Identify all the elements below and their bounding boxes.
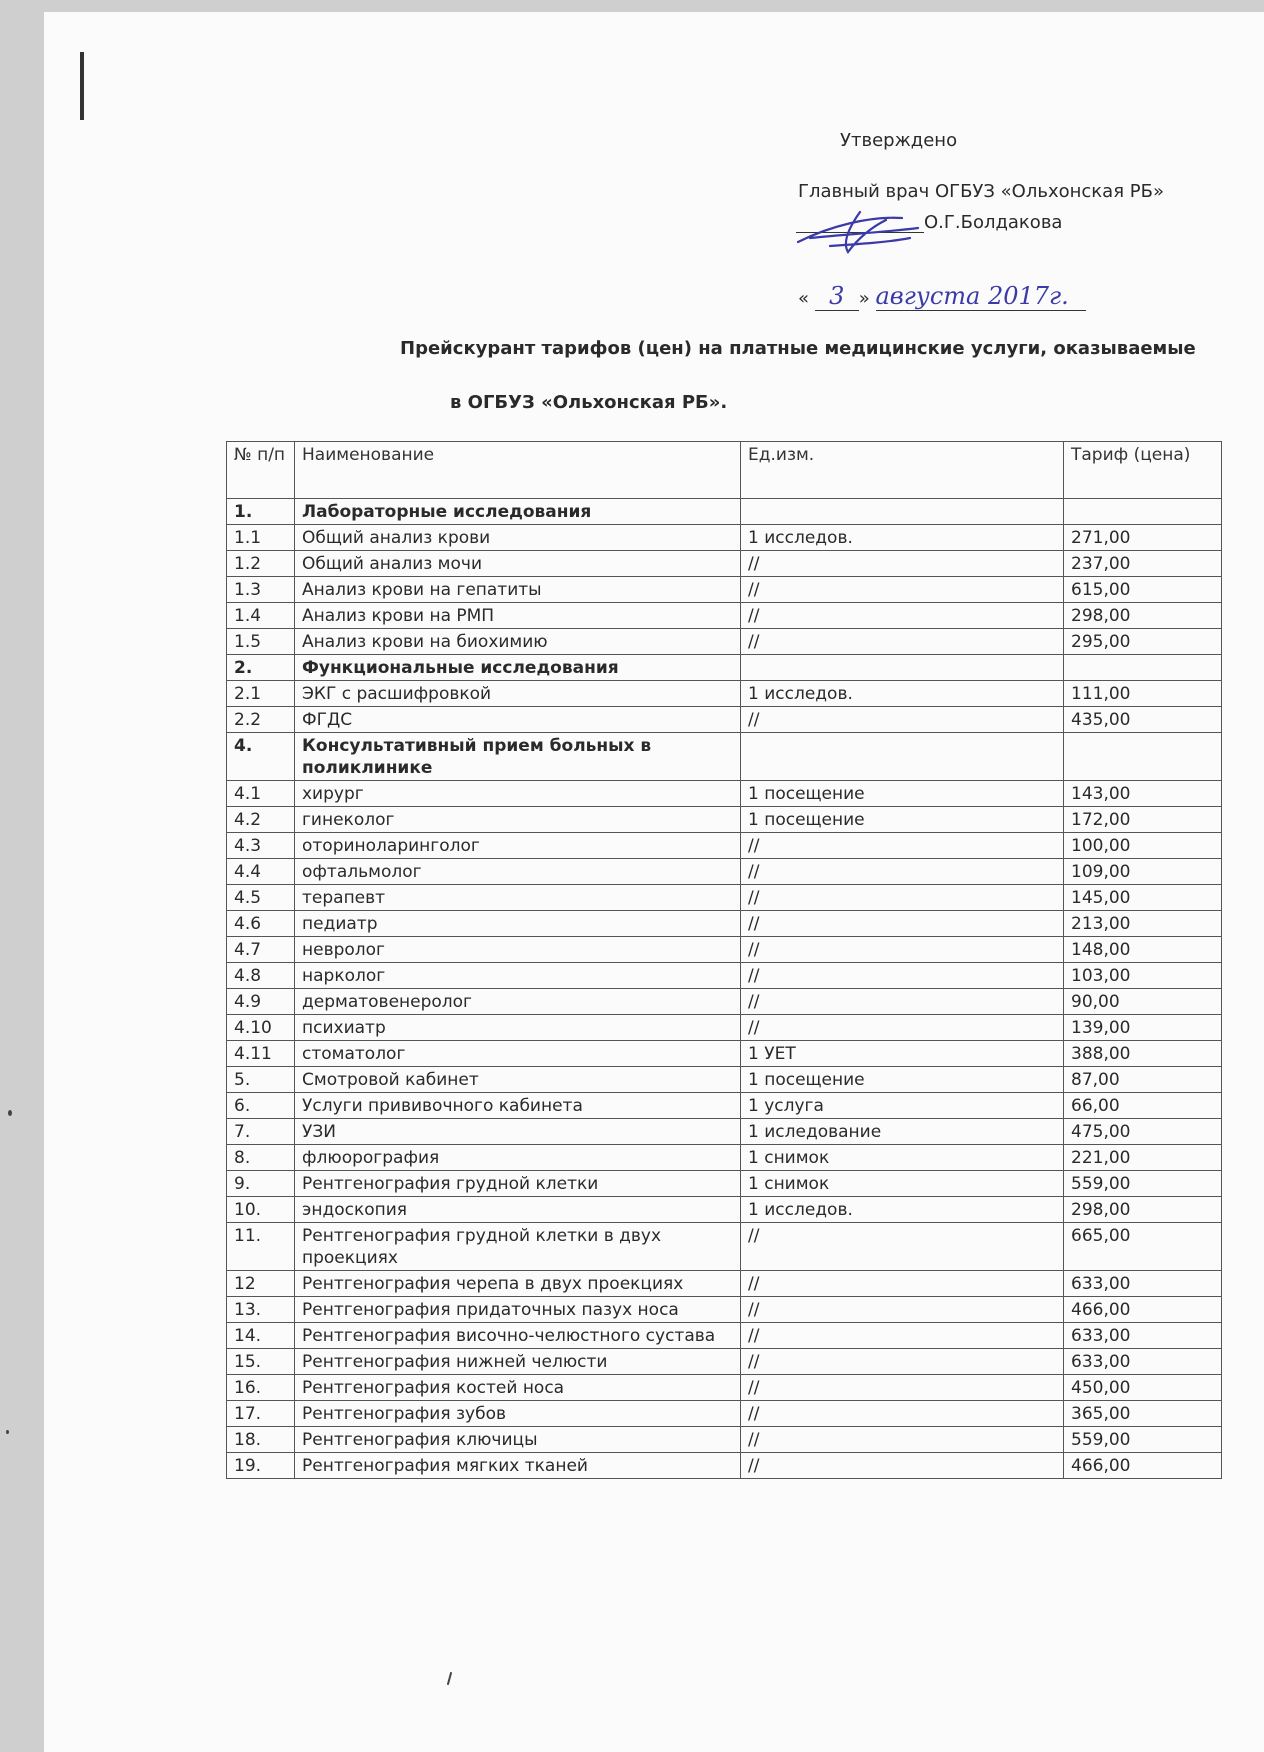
- handwritten-signature: [790, 208, 940, 260]
- row-unit: 1 УЕТ: [741, 1041, 1064, 1067]
- row-price: 615,00: [1064, 577, 1222, 603]
- row-number: 5.: [227, 1067, 295, 1093]
- row-number: 1.2: [227, 551, 295, 577]
- row-name: Рентгенография грудной клетки: [295, 1171, 741, 1197]
- table-row: [227, 1271, 1222, 1297]
- table-row: [227, 1323, 1222, 1349]
- row-name: Анализ крови на гепатиты: [295, 577, 741, 603]
- row-number: 1.1: [227, 525, 295, 551]
- table-row: [227, 577, 1222, 603]
- row-name: Рентгенография придаточных пазух носа: [295, 1297, 741, 1323]
- column-header-unit: Ед.изм.: [741, 442, 1064, 499]
- row-name: Анализ крови на биохимию: [295, 629, 741, 655]
- row-name: ФГДС: [295, 707, 741, 733]
- row-number: 17.: [227, 1401, 295, 1427]
- row-number: 4.5: [227, 885, 295, 911]
- date-close-quote: »: [858, 288, 870, 309]
- row-name: ЭКГ с расшифровкой: [295, 681, 741, 707]
- date-day-handwritten: 3: [815, 282, 859, 311]
- row-number: 4.10: [227, 1015, 295, 1041]
- row-number: 4.2: [227, 807, 295, 833]
- row-name: УЗИ: [295, 1119, 741, 1145]
- row-number: 1.: [227, 499, 295, 525]
- row-price: 475,00: [1064, 1119, 1222, 1145]
- table-row: [227, 1375, 1222, 1401]
- row-name: Общий анализ крови: [295, 525, 741, 551]
- row-name: Лабораторные исследования: [295, 499, 741, 525]
- row-number: 1.3: [227, 577, 295, 603]
- row-name: педиатр: [295, 911, 741, 937]
- row-unit: //: [741, 551, 1064, 577]
- table-row: [227, 629, 1222, 655]
- row-number: 4.6: [227, 911, 295, 937]
- row-number: 4.4: [227, 859, 295, 885]
- document-title-line2: в ОГБУЗ «Ольхонская РБ».: [450, 392, 728, 413]
- date-open-quote: «: [798, 288, 810, 309]
- row-number: 4.1: [227, 781, 295, 807]
- row-price: 103,00: [1064, 963, 1222, 989]
- row-price: 66,00: [1064, 1093, 1222, 1119]
- row-unit: //: [741, 1401, 1064, 1427]
- row-number: 4.: [227, 733, 295, 781]
- row-number: 2.1: [227, 681, 295, 707]
- table-row: [227, 1041, 1222, 1067]
- row-price: 559,00: [1064, 1427, 1222, 1453]
- row-price: 87,00: [1064, 1067, 1222, 1093]
- row-price: 298,00: [1064, 1197, 1222, 1223]
- row-price: 295,00: [1064, 629, 1222, 655]
- row-name: Смотровой кабинет: [295, 1067, 741, 1093]
- column-header-number: № п/п: [227, 442, 295, 499]
- row-name: дерматовенеролог: [295, 989, 741, 1015]
- column-header-name: Наименование: [295, 442, 741, 499]
- row-unit: //: [741, 707, 1064, 733]
- row-number: 8.: [227, 1145, 295, 1171]
- table-row: [227, 1145, 1222, 1171]
- row-unit: //: [741, 1375, 1064, 1401]
- table-row: [227, 1171, 1222, 1197]
- table-row: [227, 833, 1222, 859]
- row-unit: [741, 499, 1064, 525]
- row-price: [1064, 655, 1222, 681]
- chief-doctor-line: Главный врач ОГБУЗ «Ольхонская РБ»: [798, 181, 1164, 202]
- row-name: Консультативный прием больных в поликлинике: [295, 733, 741, 781]
- row-unit: //: [741, 1015, 1064, 1041]
- table-row: [227, 989, 1222, 1015]
- row-price: 213,00: [1064, 911, 1222, 937]
- row-name: офтальмолог: [295, 859, 741, 885]
- row-name: оториноларинголог: [295, 833, 741, 859]
- row-number: 4.9: [227, 989, 295, 1015]
- row-price: 237,00: [1064, 551, 1222, 577]
- row-price: 298,00: [1064, 603, 1222, 629]
- row-unit: //: [741, 1323, 1064, 1349]
- row-number: 19.: [227, 1453, 295, 1479]
- table-row: [227, 1093, 1222, 1119]
- row-number: 1.5: [227, 629, 295, 655]
- table-row: [227, 1223, 1222, 1271]
- row-unit: [741, 733, 1064, 781]
- row-price: [1064, 499, 1222, 525]
- row-price: 271,00: [1064, 525, 1222, 551]
- row-unit: //: [741, 1271, 1064, 1297]
- row-price: 388,00: [1064, 1041, 1222, 1067]
- table-row: [227, 885, 1222, 911]
- table-row: [227, 525, 1222, 551]
- row-unit: //: [741, 1349, 1064, 1375]
- row-price: 633,00: [1064, 1323, 1222, 1349]
- row-unit: //: [741, 885, 1064, 911]
- row-number: 4.8: [227, 963, 295, 989]
- row-name: хирург: [295, 781, 741, 807]
- row-name: психиатр: [295, 1015, 741, 1041]
- table-row: [227, 963, 1222, 989]
- row-unit: //: [741, 989, 1064, 1015]
- row-price: 435,00: [1064, 707, 1222, 733]
- row-name: стоматолог: [295, 1041, 741, 1067]
- row-name: Рентгенография костей носа: [295, 1375, 741, 1401]
- row-name: Рентгенография височно-челюстного сустава: [295, 1323, 741, 1349]
- row-name: Рентгенография грудной клетки в двух проекциях: [295, 1223, 741, 1271]
- row-price: 559,00: [1064, 1171, 1222, 1197]
- row-price: [1064, 733, 1222, 781]
- date-month-year-handwritten: августа 2017г.: [876, 282, 1086, 311]
- table-header-row: [227, 442, 1222, 499]
- row-number: 2.: [227, 655, 295, 681]
- row-price: 139,00: [1064, 1015, 1222, 1041]
- table-section-row: [227, 499, 1222, 525]
- table-row: [227, 1401, 1222, 1427]
- price-table: [226, 441, 1222, 1479]
- row-price: 633,00: [1064, 1349, 1222, 1375]
- table-body: [227, 499, 1222, 1479]
- row-name: флюорография: [295, 1145, 741, 1171]
- row-number: 4.11: [227, 1041, 295, 1067]
- row-name: Общий анализ мочи: [295, 551, 741, 577]
- row-price: 450,00: [1064, 1375, 1222, 1401]
- table-section-row: [227, 655, 1222, 681]
- row-number: 2.2: [227, 707, 295, 733]
- row-unit: 1 услуга: [741, 1093, 1064, 1119]
- row-unit: //: [741, 577, 1064, 603]
- row-price: 90,00: [1064, 989, 1222, 1015]
- row-number: 16.: [227, 1375, 295, 1401]
- row-price: 466,00: [1064, 1297, 1222, 1323]
- row-unit: //: [741, 1223, 1064, 1271]
- row-unit: 1 снимок: [741, 1145, 1064, 1171]
- row-unit: 1 исследов.: [741, 525, 1064, 551]
- table-row: [227, 551, 1222, 577]
- row-name: Рентгенография зубов: [295, 1401, 741, 1427]
- row-unit: //: [741, 1453, 1064, 1479]
- scan-speck: [6, 1430, 9, 1434]
- row-price: 145,00: [1064, 885, 1222, 911]
- row-number: 14.: [227, 1323, 295, 1349]
- row-name: эндоскопия: [295, 1197, 741, 1223]
- table-row: [227, 911, 1222, 937]
- row-price: 221,00: [1064, 1145, 1222, 1171]
- table-row: [227, 937, 1222, 963]
- table-row: [227, 1067, 1222, 1093]
- row-name: Функциональные исследования: [295, 655, 741, 681]
- table-row: [227, 1015, 1222, 1041]
- row-price: 633,00: [1064, 1271, 1222, 1297]
- row-name: невролог: [295, 937, 741, 963]
- row-name: Рентгенография черепа в двух проекциях: [295, 1271, 741, 1297]
- row-name: терапевт: [295, 885, 741, 911]
- table-row: [227, 1197, 1222, 1223]
- row-name: Рентгенография мягких тканей: [295, 1453, 741, 1479]
- row-price: 100,00: [1064, 833, 1222, 859]
- row-unit: //: [741, 911, 1064, 937]
- row-name: Рентгенография нижней челюсти: [295, 1349, 741, 1375]
- row-name: гинеколог: [295, 807, 741, 833]
- row-unit: //: [741, 1427, 1064, 1453]
- row-unit: 1 посещение: [741, 1067, 1064, 1093]
- row-unit: 1 снимок: [741, 1171, 1064, 1197]
- row-number: 13.: [227, 1297, 295, 1323]
- row-price: 365,00: [1064, 1401, 1222, 1427]
- row-price: 111,00: [1064, 681, 1222, 707]
- row-name: Услуги прививочного кабинета: [295, 1093, 741, 1119]
- row-unit: 1 посещение: [741, 781, 1064, 807]
- table-row: [227, 681, 1222, 707]
- table-row: [227, 807, 1222, 833]
- document-title-line1: Прейскурант тарифов (цен) на платные медицинские услуги, оказываемые: [400, 338, 1196, 359]
- row-price: 143,00: [1064, 781, 1222, 807]
- binder-hole-mark: [80, 52, 84, 120]
- row-number: 7.: [227, 1119, 295, 1145]
- row-number: 1.4: [227, 603, 295, 629]
- row-name: Анализ крови на РМП: [295, 603, 741, 629]
- signature-name: О.Г.Болдакова: [924, 212, 1063, 233]
- row-unit: 1 исследов.: [741, 681, 1064, 707]
- table-row: [227, 603, 1222, 629]
- row-unit: //: [741, 963, 1064, 989]
- row-number: 15.: [227, 1349, 295, 1375]
- row-number: 9.: [227, 1171, 295, 1197]
- row-number: 12: [227, 1271, 295, 1297]
- row-price: 172,00: [1064, 807, 1222, 833]
- row-unit: 1 посещение: [741, 807, 1064, 833]
- table-row: [227, 1297, 1222, 1323]
- row-unit: //: [741, 937, 1064, 963]
- table-row: [227, 1349, 1222, 1375]
- row-number: 10.: [227, 1197, 295, 1223]
- stray-pen-mark: [445, 1672, 455, 1686]
- row-price: 109,00: [1064, 859, 1222, 885]
- table-row: [227, 781, 1222, 807]
- row-number: 4.7: [227, 937, 295, 963]
- date-line: [798, 282, 1086, 311]
- table-section-row: [227, 733, 1222, 781]
- scan-speck: [8, 1110, 12, 1116]
- table-row: [227, 1119, 1222, 1145]
- table-row: [227, 1453, 1222, 1479]
- row-price: 665,00: [1064, 1223, 1222, 1271]
- row-price: 148,00: [1064, 937, 1222, 963]
- row-number: 18.: [227, 1427, 295, 1453]
- row-unit: //: [741, 603, 1064, 629]
- approved-label: Утверждено: [840, 130, 958, 151]
- table-row: [227, 707, 1222, 733]
- row-unit: 1 иследование: [741, 1119, 1064, 1145]
- row-number: 11.: [227, 1223, 295, 1271]
- row-price: 466,00: [1064, 1453, 1222, 1479]
- column-header-price: Тариф (цена): [1064, 442, 1222, 499]
- row-unit: //: [741, 629, 1064, 655]
- row-number: 4.3: [227, 833, 295, 859]
- table-row: [227, 859, 1222, 885]
- row-number: 6.: [227, 1093, 295, 1119]
- row-name: Рентгенография ключицы: [295, 1427, 741, 1453]
- row-unit: //: [741, 859, 1064, 885]
- table-row: [227, 1427, 1222, 1453]
- row-unit: [741, 655, 1064, 681]
- row-unit: //: [741, 1297, 1064, 1323]
- row-unit: 1 исследов.: [741, 1197, 1064, 1223]
- row-name: нарколог: [295, 963, 741, 989]
- row-unit: //: [741, 833, 1064, 859]
